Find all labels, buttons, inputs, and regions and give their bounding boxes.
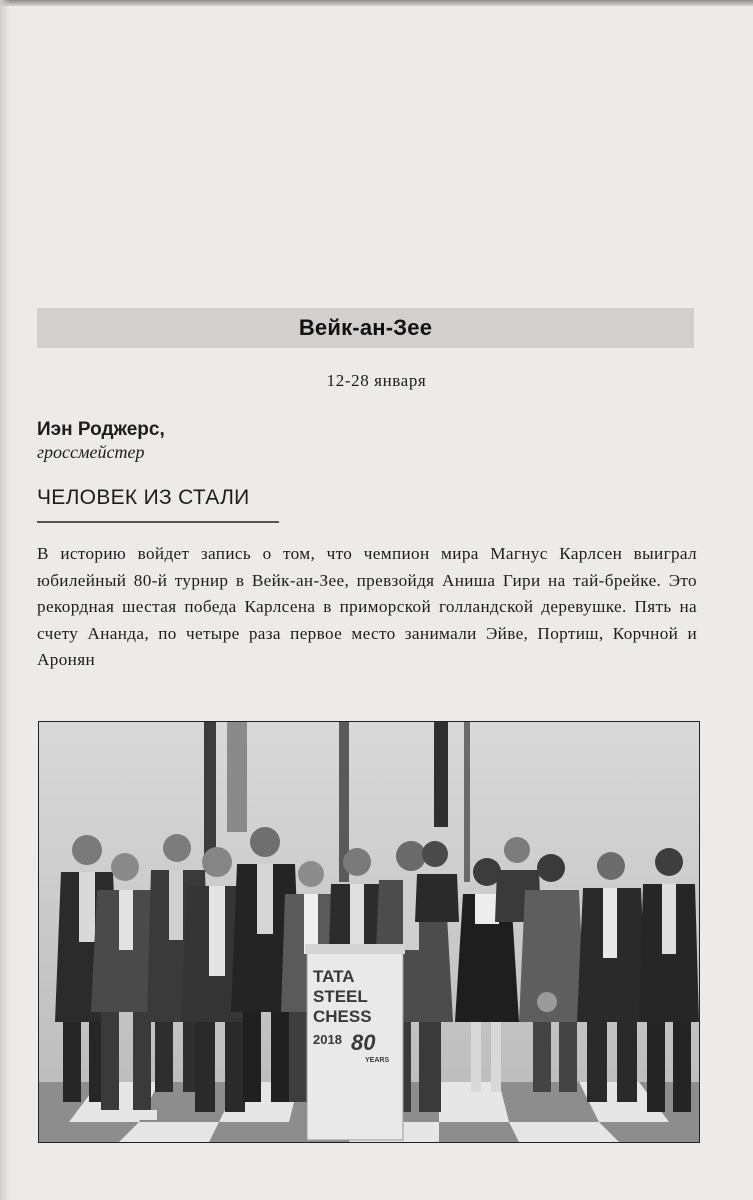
author-name: Иэн Роджерс,: [37, 419, 165, 440]
tata-steel-podium: [305, 944, 405, 1140]
page-binding-shadow: [0, 0, 10, 1200]
author-role: гроссмейстер: [37, 442, 145, 462]
article-body: В историю войдет запись о том, что чемпион мира Магнус Карлсен выиграл юбилейный 80-й турнир в Вейк-ан-Зее, превзойдя Аниша Гири на тай-брейке. Это рекордная шестая победа Карлсена в приморской голландской деревушке. Пять на счету Ананда, по четыре раза первое место занимали Эйве, Портиш, Корчной и Аронян: [37, 544, 697, 669]
section-header-bar: [37, 308, 694, 348]
podium-line-2: STEEL: [313, 987, 368, 1006]
wall-panel: [227, 722, 247, 832]
group-photo: [38, 721, 700, 1143]
author-block: [37, 419, 165, 463]
headline-underline: [37, 521, 279, 523]
podium-line-3: CHESS: [313, 1007, 372, 1026]
wall-panel: [464, 722, 470, 882]
page-top-edge: [0, 0, 753, 6]
podium-line-1: TATA: [313, 967, 355, 986]
podium-year: 2018: [313, 1032, 342, 1047]
article-headline: ЧЕЛОВЕК ИЗ СТАЛИ: [37, 486, 250, 509]
wall-panel: [434, 722, 448, 827]
podium-anniversary-caption: YEARS: [365, 1057, 390, 1064]
section-title: Вейк-ан-Зее: [298, 315, 433, 340]
podium-anniversary: 80: [351, 1030, 376, 1055]
event-dates: 12-28 января: [326, 371, 427, 390]
